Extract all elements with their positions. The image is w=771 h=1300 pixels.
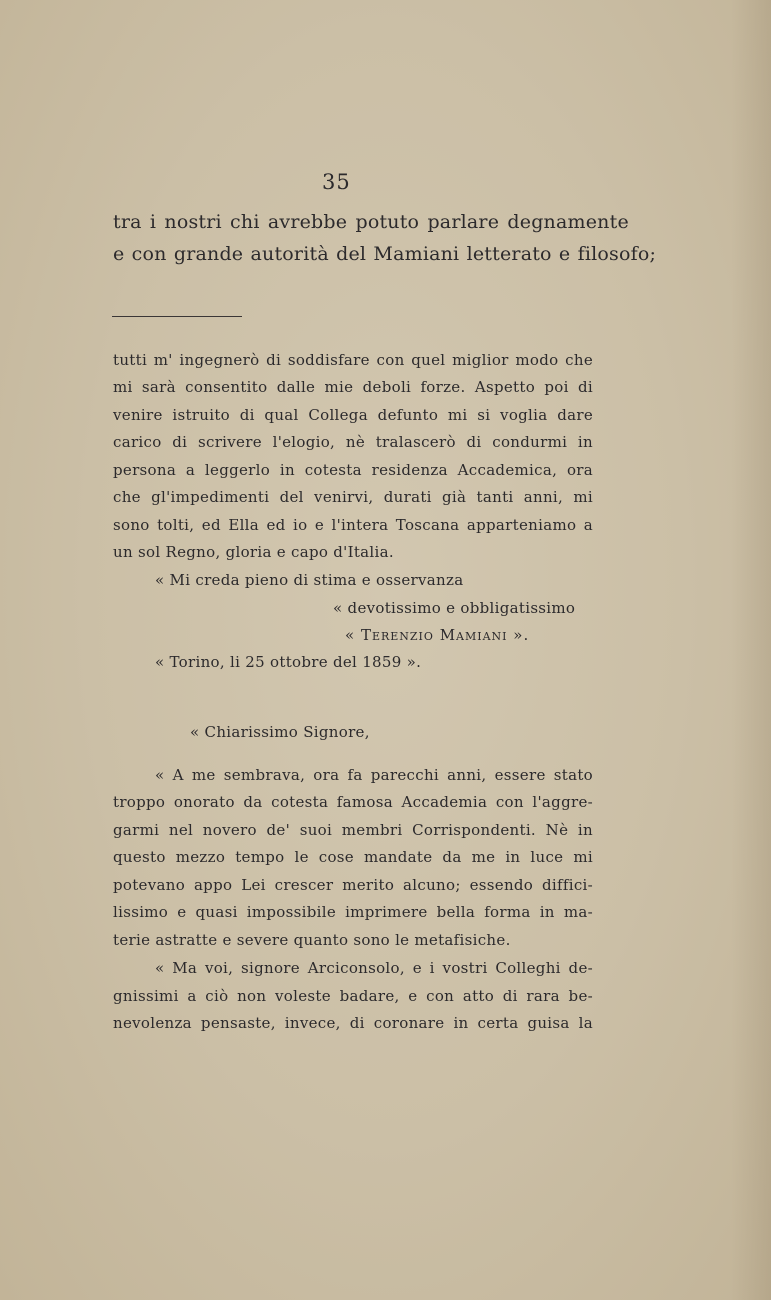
text-line: potevano appo Lei crescer merito alcuno; essendo diffici- <box>113 876 593 894</box>
text-line: « Chiarissimo Signore, <box>190 723 370 741</box>
text-line: terie astratte e severe quanto sono le metafisiche. <box>113 931 511 949</box>
lead-text-line: e con grande autorità del Mamiani letterato e filosofo; <box>113 243 657 265</box>
text-line: garmi nel novero de' suoi membri Corrispondenti. Nè in <box>113 821 593 839</box>
text-line: tutti m' ingegnerò di soddisfare con quel miglior modo che <box>113 351 593 369</box>
text-line: troppo onorato da cotesta famosa Accademia con l'aggre- <box>113 793 593 811</box>
text-line: « Torino, li 25 ottobre del 1859 ». <box>155 653 422 671</box>
page-number: 35 <box>322 170 351 194</box>
text-line: carico di scrivere l'elogio, nè tralascerò di condurmi in <box>113 433 593 451</box>
text-line: « Terenzio Mamiani ». <box>345 626 530 644</box>
text-line: « A me sembrava, ora fa parecchi anni, essere stato <box>155 766 593 784</box>
text-line: che gl'impedimenti del venirvi, durati già tanti anni, mi <box>113 488 593 506</box>
text-line: sono tolti, ed Ella ed io e l'intera Toscana apparteniamo a <box>113 516 593 534</box>
footnote-separator <box>112 316 242 317</box>
page-edge-shadow <box>731 0 771 1300</box>
text-line: gnissimi a ciò non voleste badare, e con atto di rara be- <box>113 987 593 1005</box>
text-line: lissimo e quasi impossibile imprimere bella forma in ma- <box>113 903 593 921</box>
text-line: questo mezzo tempo le cose mandate da me in luce mi <box>113 848 593 866</box>
text-line: nevolenza pensaste, invece, di coronare in certa guisa la <box>113 1014 593 1032</box>
text-line: mi sarà consentito dalle mie deboli forze. Aspetto poi di <box>113 378 593 396</box>
text-line: venire istruito di qual Collega defunto mi si voglia dare <box>113 406 593 424</box>
text-line: persona a leggerlo in cotesta residenza Accademica, ora <box>113 461 593 479</box>
lead-text-line: tra i nostri chi avrebbe potuto parlare degnamente <box>113 211 629 233</box>
text-line: « Mi creda pieno di stima e osservanza <box>155 571 464 589</box>
text-line: « Ma voi, signore Arciconsolo, e i vostri Colleghi de- <box>155 959 593 977</box>
text-line: « devotissimo e obbligatissimo <box>333 599 576 617</box>
text-line: un sol Regno, gloria e capo d'Italia. <box>113 543 394 561</box>
